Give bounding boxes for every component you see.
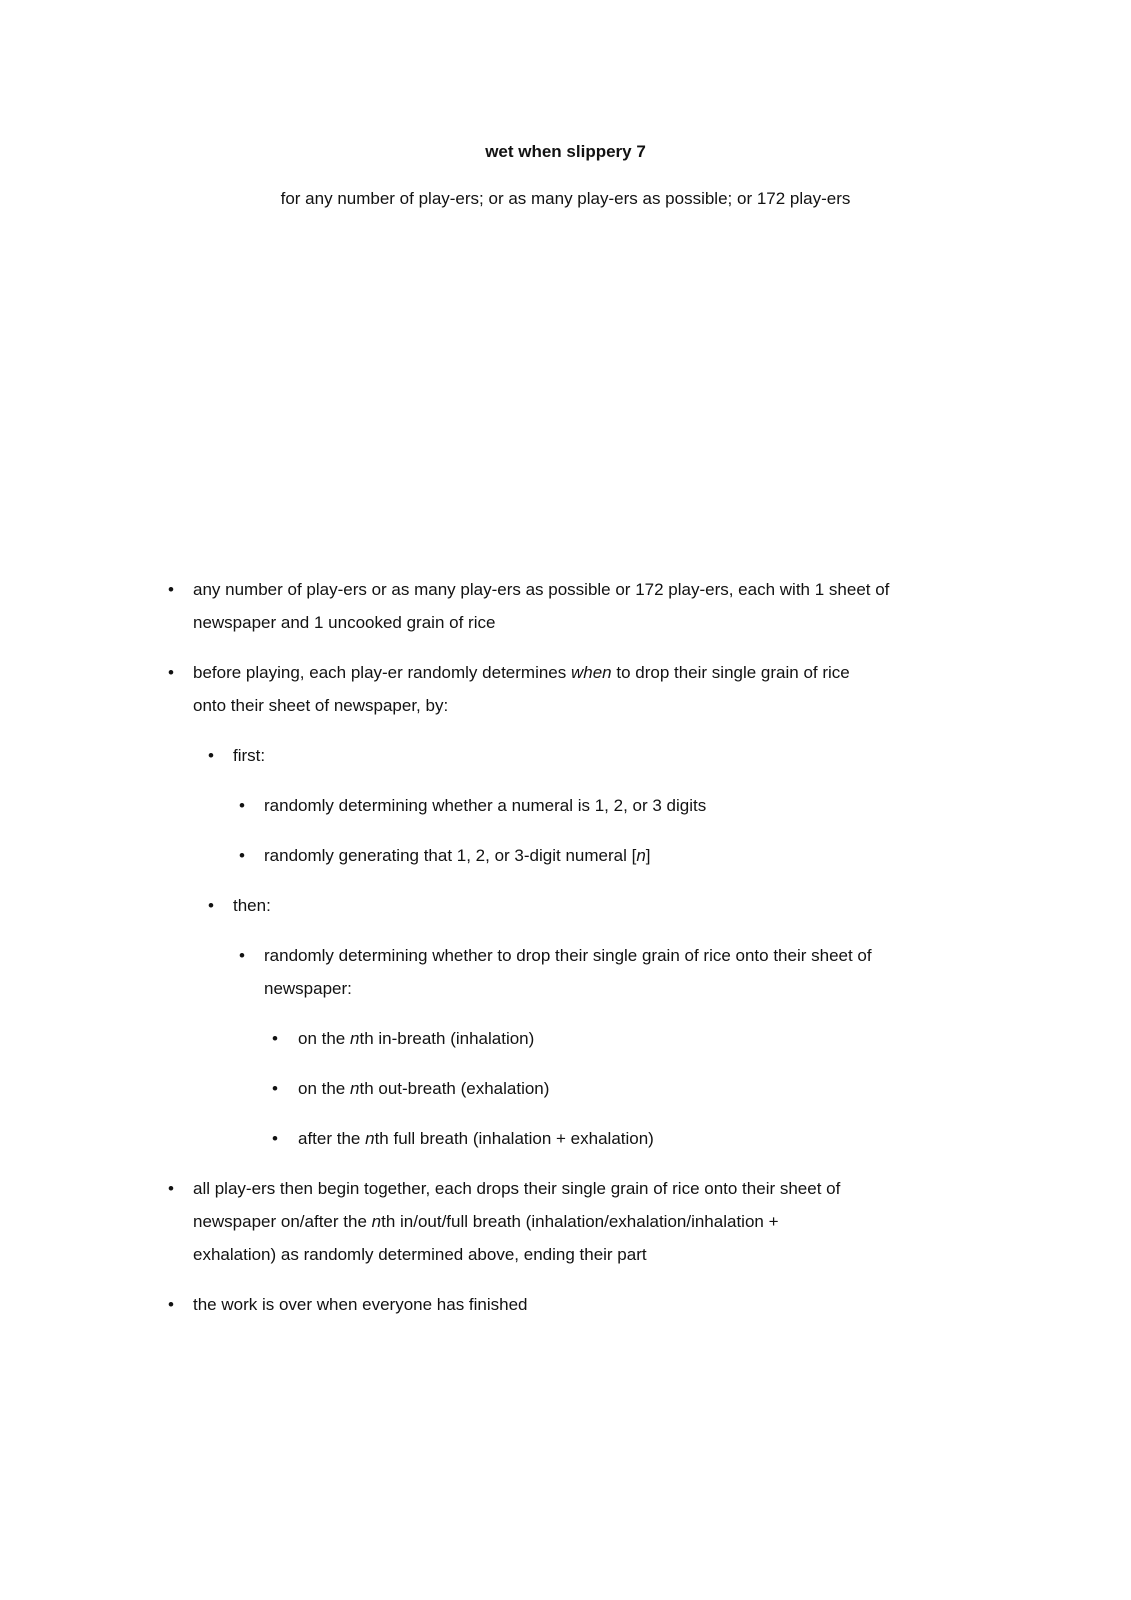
bullet-icon: • [272, 1079, 278, 1098]
list-item-text: on the nth in-breath (inhalation) [298, 1029, 535, 1048]
list-item [0, 1072, 1101, 1105]
list-item [0, 1122, 1101, 1155]
instruction-list [0, 573, 1101, 1338]
page-title: wet when slippery 7 [485, 142, 646, 161]
list-item-text: first: [233, 746, 266, 765]
list-item [0, 939, 1101, 1005]
page-subtitle: for any number of play-ers; or as many play-ers as possible; or 172 play-ers [280, 189, 851, 208]
list-item [0, 789, 1101, 822]
bullet-icon: • [239, 846, 245, 865]
list-item-text: then: [233, 896, 271, 915]
list-item [0, 656, 1101, 722]
list-item [0, 1022, 1101, 1055]
bullet-icon: • [208, 896, 214, 915]
bullet-icon: • [272, 1129, 278, 1148]
list-item [0, 1288, 1101, 1321]
bullet-icon: • [239, 796, 245, 815]
list-item-text: any number of play-ers or as many play-ers as possible or 172 play-ers, each with 1 sheet of newspaper and 1 uncooked grain of rice [193, 580, 890, 632]
list-item-text: randomly determining whether to drop their single grain of rice onto their sheet of newspaper: [264, 946, 872, 998]
list-item-text: after the nth full breath (inhalation + exhalation) [298, 1129, 654, 1148]
list-item-text: before playing, each play-er randomly determines when to drop their single grain of rice onto their sheet of newspaper, by: [193, 663, 850, 715]
list-item [0, 1172, 1101, 1271]
list-item [0, 739, 1101, 772]
list-item [0, 573, 1101, 639]
list-item [0, 889, 1101, 922]
bullet-icon: • [168, 580, 174, 599]
list-item [0, 839, 1101, 872]
bullet-icon: • [168, 663, 174, 682]
list-item-text: all play-ers then begin together, each drops their single grain of rice onto their sheet of newspaper on/after the nth in/out/full breath (inhalation/exhalation/inhalation + exhalation) as randomly determined above, ending their part [193, 1179, 841, 1264]
list-item-text: randomly generating that 1, 2, or 3-digit numeral [n] [264, 846, 651, 865]
list-item-text: on the nth out-breath (exhalation) [298, 1079, 550, 1098]
bullet-icon: • [272, 1029, 278, 1048]
list-item-text: randomly determining whether a numeral is 1, 2, or 3 digits [264, 796, 707, 815]
bullet-icon: • [168, 1179, 174, 1198]
bullet-icon: • [239, 946, 245, 965]
bullet-icon: • [208, 746, 214, 765]
bullet-icon: • [168, 1295, 174, 1314]
list-item-text: the work is over when everyone has finished [193, 1295, 528, 1314]
